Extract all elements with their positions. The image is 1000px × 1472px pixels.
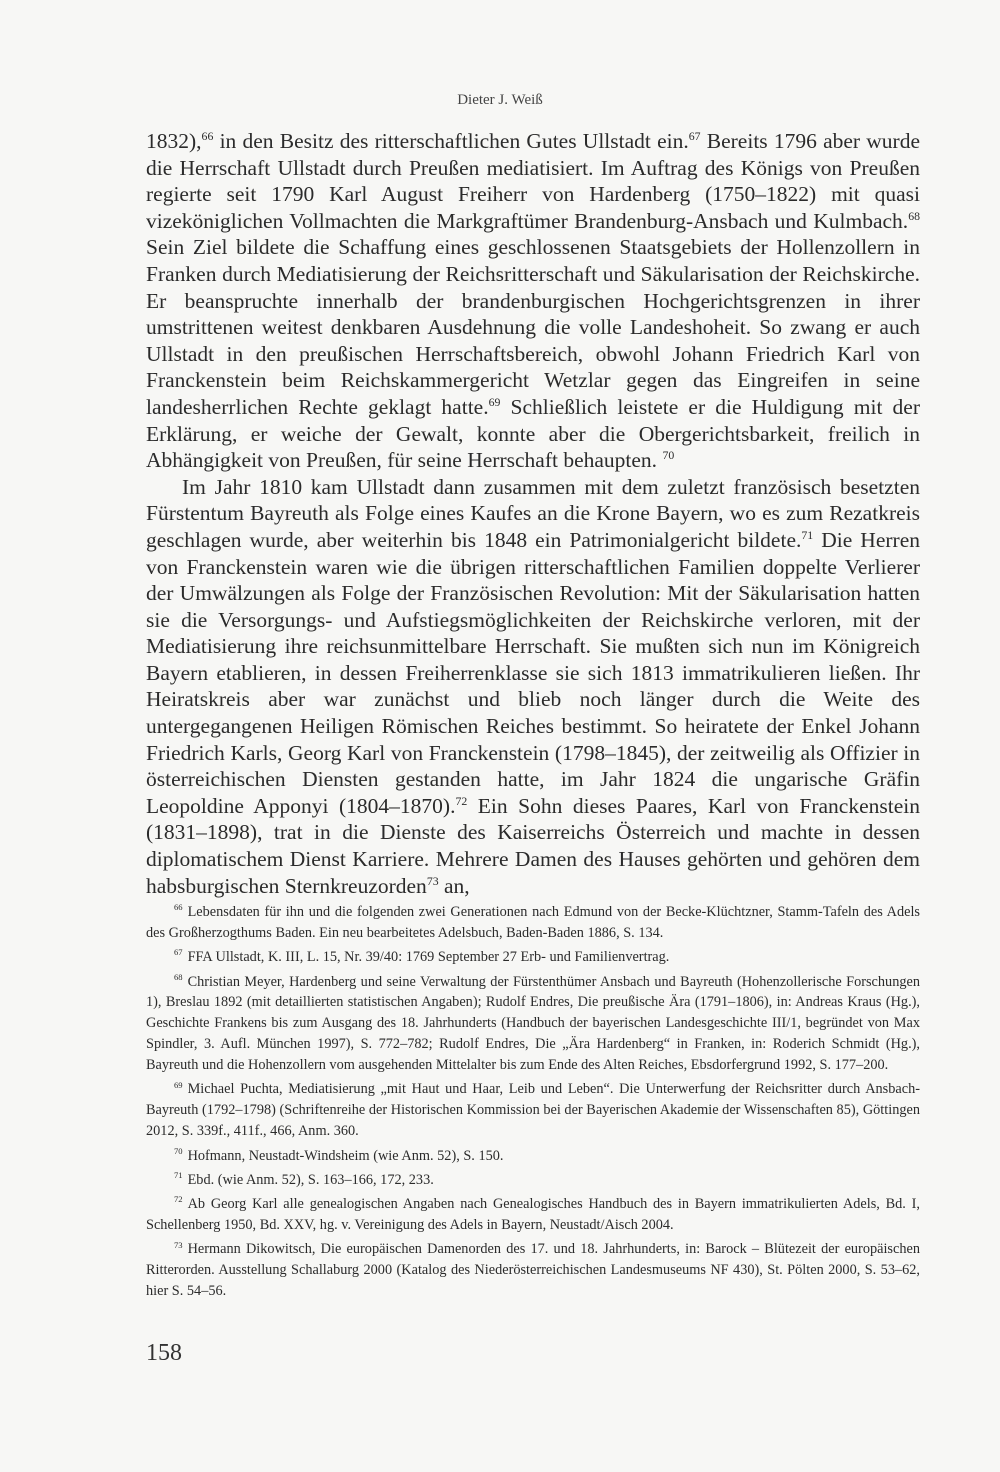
footnote-ref: 67 [688, 128, 701, 143]
text-run: Sein Ziel bildete die Schaffung eines geschlossenen Staatsgebiets der Hollenzollern in Franken durch Mediatisierung der Reichsritterschaft und Säkularisation der Reichskirche. Er beanspruchte innerhalb der brandenburgischen Hochgerichtsgrenzen in ihrer umstrittenen weitest denkbaren Ausdehnung die volle Landeshoheit. So zwang er auch Ullstadt in den preußischen Herrschaftsbereich, obwohl Johann Friedrich Karl von Franckenstein beim Reichskammergericht Wetzlar gegen das Eingreifen in seine landesherrlichen Rechte geklagt hatte. [146, 235, 920, 419]
footnote-ref: 68 [908, 208, 920, 223]
footnote [146, 1194, 920, 1236]
footnotes [146, 902, 920, 1305]
footnote-ref: 70 [662, 447, 675, 462]
text-run: in den Besitz des ritterschaftlichen Gutes Ullstadt ein. [213, 129, 689, 153]
footnote-ref: 66 [201, 128, 214, 143]
footnote-number: 67 [174, 947, 183, 958]
footnote [146, 947, 920, 968]
footnote-ref: 71 [801, 527, 814, 542]
footnote-number: 72 [174, 1194, 183, 1205]
footnote [146, 1146, 920, 1167]
footnote [146, 1239, 920, 1302]
footnote-number: 66 [174, 902, 183, 913]
text-run: Im Jahr 1810 kam Ullstadt dann zusammen mit dem zuletzt französisch besetzten Fürstentum Bayreuth als Folge eines Kaufes an die Krone Bayern, wo es zum Rezatkreis geschlagen wurde, aber weiterhin bis 1848 ein Patrimonialgericht bildete. [146, 474, 920, 552]
text-run: Ein Sohn dieses Paares, Karl von Franckenstein (1831–1898), trat in die Dienste des Kaiserreichs Österreich und machte in dessen diplomatischem Dienst Karriere. Mehrere Damen des Hauses gehörten und gehören dem habsburgischen Sternkreuzorden [146, 793, 920, 898]
body-paragraph [146, 128, 920, 474]
footnote [146, 1079, 920, 1142]
footnote [146, 1170, 920, 1191]
text-run: Die Herren von Franckenstein waren wie die übrigen ritterschaftlichen Familien doppelte Verlierer der Umwälzungen als Folge der Französischen Revolution: Mit der Säkularisation hatten sie die Versorgungs- und Aufstiegsmöglichkeiten der Reichskirche verloren, mit der Mediatisierung ihre reichsunmittelbare Herrschaft. Sie mußten sich nun im Königreich Bayern etablieren, in dessen Freiherrenklasse sie sich 1813 immatrikulieren ließen. Ihr Heiratskreis aber war zunächst und blieb noch länger durch die Weite des untergegangenen Heiligen Römischen Reiches bestimmt. So heiratete der Enkel Johann Friedrich Karls, Georg Karl von Franckenstein (1798–1845), der zeitweilig als Offizier in österreichischen Diensten gestanden hatte, im Jahr 1824 die ungarische Gräfin Leopoldine Apponyi (1804–1870). [146, 527, 920, 818]
footnote-text: Hermann Dikowitsch, Die europäischen Damenorden des 17. und 18. Jahrhunderts, in: Barock – Blütezeit der europäischen Ritterorden. Ausstellung Schallaburg 2000 (Katalog des Niederösterreichischen Landesmuseums NF 430), St. Pölten 2000, S. 53–62, hier S. 54–56. [146, 1241, 920, 1300]
text-run: an, [438, 873, 470, 898]
running-head: Dieter J. Weiß [457, 92, 543, 108]
text-run: Schließlich leistete er die Huldigung mit der Erklärung, er weiche der Gewalt, konnte aber die Obergerichtsbarkeit, freilich in Abhängigkeit von Preußen, für seine Herrschaft behaupten. [146, 394, 920, 473]
footnote-number: 73 [174, 1239, 183, 1250]
footnote-number: 70 [174, 1145, 183, 1156]
text-run: Bereits 1796 aber wurde die Herrschaft Ullstadt durch Preußen mediatisiert. Im Auftrag des Königs von Preußen regierte seit 1790 Karl August Freiherr von Hardenberg (1750–1822) mit quasi vizeköniglichen Vollmachten die Markgraftümer Brandenburg-Ansbach und Kulmbach. [146, 129, 921, 233]
footnote-text: Michael Puchta, Mediatisierung „mit Haut und Haar, Leib und Leben“. Die Unterwerfung der Reichsritter durch Ansbach-Bayreuth (1792–1798) (Schriftenreihe der Historischen Kommission bei der Bayerischen Akademie der Wissenschaften 85), Göttingen 2012, S. 339f., 411f., 466, Anm. 360. [146, 1081, 920, 1140]
footnote-text: Lebensdaten für ihn und die folgenden zwei Generationen nach Edmund von der Becke-Klüchtzner, Stamm-Tafeln des Adels des Großherzogthums Baden. Ein neu bearbeitetes Adelsbuch, Baden-Baden 1886, S. 134. [146, 904, 920, 941]
page-number: 158 [146, 1340, 182, 1366]
footnote-ref: 69 [488, 394, 501, 409]
footnote-number: 69 [174, 1079, 183, 1090]
footnote-text: Ab Georg Karl alle genealogischen Angaben nach Genealogisches Handbuch des in Bayern immatrikulierten Adels, Bd. I, Schellenberg 1950, Bd. XXV, hg. v. Vereinigung des Adels in Bayern, Neustadt/Aisch 2004. [146, 1196, 920, 1234]
footnote-text: Hofmann, Neustadt-Windsheim (wie Anm. 52), S. 150. [187, 1147, 504, 1164]
text-run: 1832), [146, 129, 202, 153]
footnote [146, 902, 920, 944]
footnote-number: 71 [174, 1170, 183, 1181]
footnote-ref: 73 [426, 873, 439, 888]
body-text [146, 128, 920, 899]
footnote-number: 68 [174, 971, 183, 982]
footnote [146, 972, 920, 1077]
footnote-text: Ebd. (wie Anm. 52), S. 163–166, 172, 233. [187, 1171, 434, 1188]
footnote-ref: 72 [455, 793, 468, 808]
footnote-text: FFA Ullstadt, K. III, L. 15, Nr. 39/40: 1769 September 27 Erb- und Familienvertrag. [187, 949, 670, 966]
footnote-text: Christian Meyer, Hardenberg und seine Verwaltung der Fürstenthümer Ansbach und Bayreuth (Hohenzollerische Forschungen 1), Breslau 1892 (mit detaillierten statistischen Angaben); Rudolf Endres, Die preußische Ära (1791–1806), in: Andreas Kraus (Hg.), Geschichte Frankens bis zum Ausgang des 18. Jahrhunderts (Handbuch der bayerischen Landesgeschichte III/1, begründet von Max Spindler, 3. Aufl. München 1997), S. 772–782; Rudolf Endres, Die „Ära Hardenberg“ in Franken, in: Roderich Schmidt (Hg.), Bayreuth und die Hohenzollern vom ausgehenden Mittelalter bis zum Ende des Alten Reiches, Ebsdorfergrund 1992, S. 177–200. [146, 973, 920, 1074]
body-paragraph [146, 474, 920, 900]
